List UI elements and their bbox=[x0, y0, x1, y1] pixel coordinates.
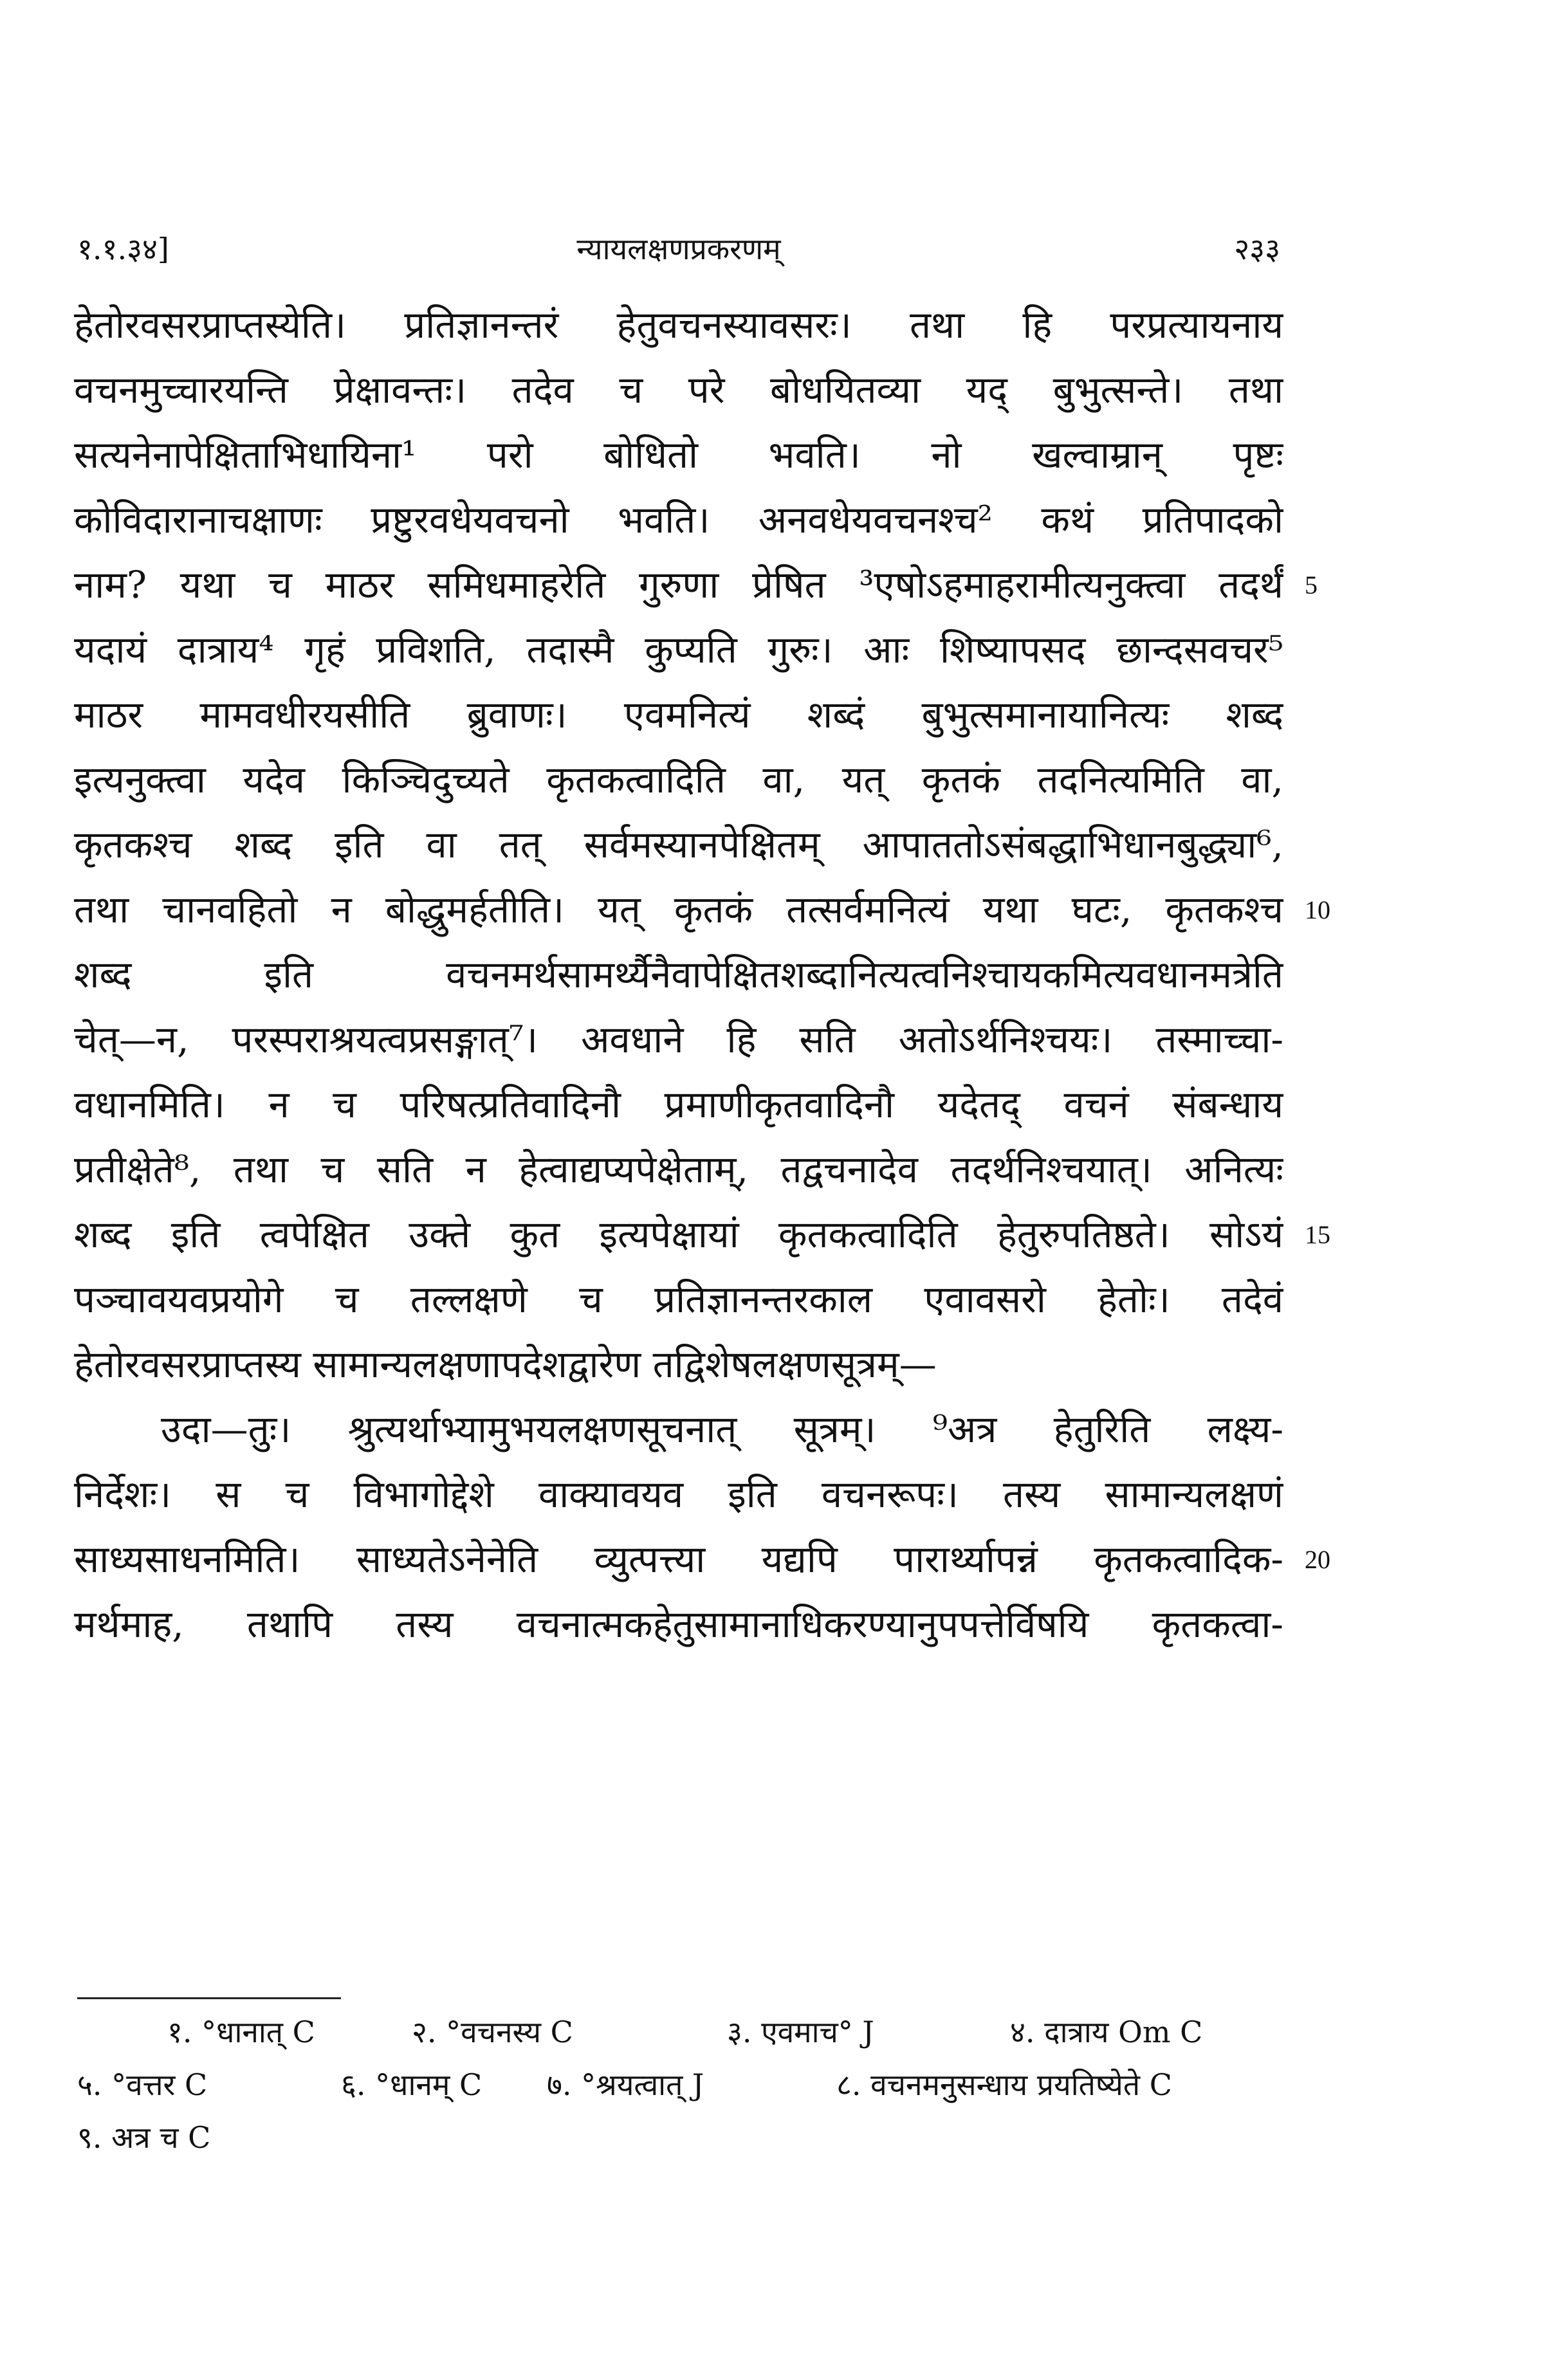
line-number: 10 bbox=[1305, 895, 1330, 924]
running-head bbox=[77, 226, 1280, 271]
text-line: प्रतीक्षेते⁸, तथा च सति न हेत्वाद्यप्यपेक्षेताम्, तद्वचनादेव तदर्थनिश्चयात्। अनित्यः bbox=[74, 1148, 1283, 1191]
text-line: हेतोरवसरप्राप्तस्य सामान्यलक्षणापदेशद्वारेण तद्विशेषलक्षणसूत्रम्— bbox=[74, 1342, 937, 1386]
text-line: नाम? यथा च माठर समिधमाहरेति गुरुणा प्रेषित ³एषोऽहमाहरामीत्यनुक्त्वा तदर्थं 5 bbox=[74, 553, 1283, 618]
footnotes bbox=[77, 2006, 1287, 2164]
text-line: उदा—तुः। श्रुत्यर्थाभ्यामुभयलक्षणसूचनात् सूत्रम्। ⁹अत्र हेतुरिति लक्ष्य- bbox=[161, 1407, 1283, 1451]
text-line: शब्द इति वचनमर्थसामर्थ्यैनैवापेक्षितशब्दानित्यत्वनिश्चायकमित्यवधानमत्रेति bbox=[74, 953, 1283, 996]
text-line: साध्यसाधनमिति। साध्यतेऽनेनेति व्युत्पत्त्या यद्यपि पारार्थ्यापन्नं कृतकत्वादिक- 20 bbox=[74, 1527, 1283, 1592]
line-number: 5 bbox=[1305, 571, 1318, 600]
footnote-row bbox=[77, 2058, 1287, 2111]
text-line: शब्द इति त्वपेक्षित उक्ते कुत इत्यपेक्षायां कृतकत्वादिति हेतुरुपतिष्ठते। सोऽयं 15 bbox=[74, 1202, 1283, 1267]
text-line: कृतकश्च शब्द इति वा तत् सर्वमस्यानपेक्षितम् आपाततोऽसंबद्धाभिधानबुद्ध्या⁶, bbox=[74, 823, 1283, 866]
text-line: मर्थमाह, तथापि तस्य वचनात्मकहेतुसामानाधिकरण्यानुपपत्तेर्विषयि कृतकत्वा- bbox=[74, 1602, 1283, 1646]
chapter-title: न्यायलक्षणप्रकरणम् bbox=[576, 232, 781, 266]
section-reference: १.१.३४] bbox=[77, 232, 169, 266]
text-line: माठर मामवधीरयसीति ब्रुवाणः। एवमनित्यं शब्दं बुभुत्समानायानित्यः शब्द bbox=[74, 693, 1283, 737]
footnote-divider bbox=[77, 1997, 341, 1999]
line-number: 15 bbox=[1305, 1220, 1330, 1249]
footnote: ३. एवमाच° J bbox=[727, 2015, 874, 2049]
text-line: वधानमिति। न च परिषत्प्रतिवादिनौ प्रमाणीकृतवादिनौ यदेतद् वचनं संबन्धाय bbox=[74, 1083, 1283, 1126]
footnote: ५. °वत्तर C bbox=[77, 2067, 208, 2102]
footnote: ४. दात्राय Om C bbox=[1010, 2015, 1203, 2049]
footnote: २. °वचनस्य C bbox=[412, 2015, 573, 2049]
text-line: पञ्चावयवप्रयोगे च तल्लक्षणे च प्रतिज्ञानन्तरकाल एवावसरो हेतोः। तदेवं bbox=[74, 1277, 1283, 1321]
line-number: 20 bbox=[1305, 1545, 1330, 1574]
text-line: वचनमुच्चारयन्ति प्रेक्षावन्तः। तदेव च परे बोधयितव्या यद् बुभुत्सन्ते। तथा bbox=[74, 368, 1283, 412]
text-line: यदायं दात्राय⁴ गृहं प्रविशति, तदास्मै कुप्यति गुरुः। आः शिष्यापसद छान्दसवचर⁵ bbox=[74, 628, 1283, 672]
page-number: २३३ bbox=[1234, 232, 1280, 266]
text-line: कोविदारानाचक्षाणः प्रष्टुरवधेयवचनो भवति। अनवधेयवचनश्च² कथं प्रतिपादको bbox=[74, 498, 1283, 542]
footnote-row bbox=[77, 2006, 1287, 2058]
text-line: निर्देशः। स च विभागोद्देशे वाक्यावयव इति वचनरूपः। तस्य सामान्यलक्षणं bbox=[74, 1472, 1283, 1516]
body-text bbox=[74, 293, 1330, 1657]
footnote: १. °धानात् C bbox=[167, 2015, 315, 2049]
footnote-row bbox=[77, 2111, 1287, 2164]
text-line: इत्यनुक्त्वा यदेव किञ्चिदुच्यते कृतकत्वादिति वा, यत् कृतकं तदनित्यमिति वा, bbox=[74, 758, 1283, 801]
footnote: ८. वचनमनुसन्धाय प्रयतिष्येते C bbox=[836, 2067, 1172, 2102]
text-line: तथा चानवहितो न बोद्धुमर्हतीति। यत् कृतकं तत्सर्वमनित्यं यथा घटः, कृतकश्च 10 bbox=[74, 877, 1283, 942]
footnote: ७. °श्रयत्वात् J bbox=[547, 2067, 704, 2102]
text-line: हेतोरवसरप्राप्तस्येति। प्रतिज्ञानन्तरं हेतुवचनस्यावसरः। तथा हि परप्रत्यायनाय bbox=[74, 303, 1283, 347]
footnote: ६. °धानम् C bbox=[341, 2067, 482, 2102]
text-line: चेत्—न, परस्पराश्रयत्वप्रसङ्गात्⁷। अवधाने हि सति अतोऽर्थनिश्चयः। तस्माच्चा- bbox=[74, 1018, 1283, 1061]
footnote: ९. अत्र च C bbox=[77, 2120, 211, 2155]
text-line: सत्यनेनापेक्षिताभिधायिना¹ परो बोधितो भवति। नो खल्वाम्रान् पृष्टः bbox=[74, 433, 1283, 477]
